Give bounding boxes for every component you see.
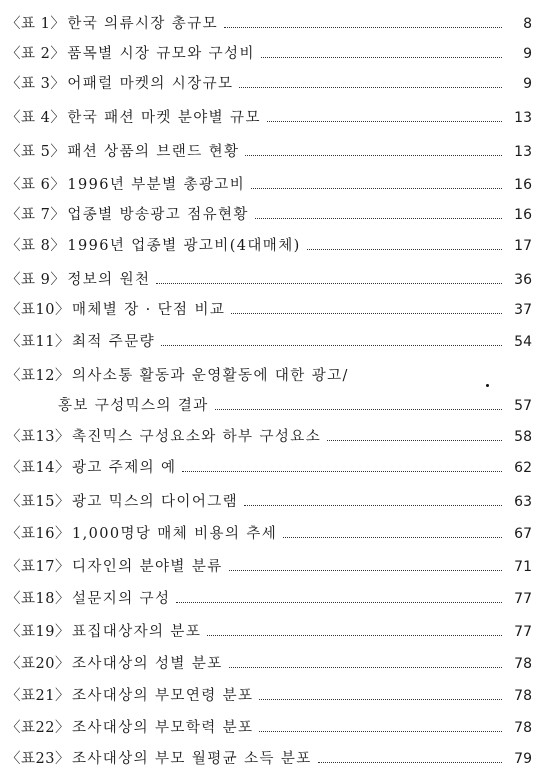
dot-leader bbox=[161, 345, 502, 346]
table-number: 〈표 2〉 bbox=[6, 46, 66, 62]
dot-leader bbox=[327, 440, 502, 441]
table-number: 〈표 1〉 bbox=[6, 16, 66, 32]
dot-leader bbox=[307, 249, 502, 250]
toc-entry bbox=[6, 363, 532, 389]
dot-leader bbox=[259, 699, 502, 700]
table-number: 〈표 9〉 bbox=[6, 272, 66, 288]
table-number: 〈표10〉 bbox=[6, 302, 70, 318]
table-number: 〈표20〉 bbox=[6, 656, 70, 672]
dot-leader bbox=[318, 762, 502, 763]
page-number: 54 bbox=[514, 334, 532, 350]
toc-entry bbox=[6, 683, 532, 709]
table-number: 〈표 7〉 bbox=[6, 207, 66, 223]
table-title: 설문지의 구성 bbox=[71, 591, 171, 607]
dot-leader bbox=[259, 731, 502, 732]
toc-entry bbox=[6, 11, 532, 37]
dot-leader bbox=[267, 121, 502, 122]
table-title: 광고 믹스의 다이어그램 bbox=[71, 494, 239, 510]
table-title: 업종별 방송광고 점유현황 bbox=[67, 207, 249, 223]
dot-leader bbox=[244, 505, 502, 506]
dot-leader bbox=[224, 27, 502, 28]
dot-leader bbox=[283, 537, 502, 538]
table-number: 〈표23〉 bbox=[6, 751, 70, 767]
toc-entry bbox=[6, 489, 532, 515]
page-number: 37 bbox=[514, 302, 532, 318]
toc-entry bbox=[6, 139, 532, 165]
toc-entry bbox=[6, 297, 532, 323]
dot-leader bbox=[176, 602, 502, 603]
dot-leader bbox=[239, 87, 502, 88]
table-number: 〈표 4〉 bbox=[6, 110, 66, 126]
table-title: 디자인의 분야별 분류 bbox=[71, 559, 223, 575]
dot-leader bbox=[231, 313, 502, 314]
table-number: 〈표22〉 bbox=[6, 720, 70, 736]
toc-entry bbox=[6, 41, 532, 67]
table-number: 〈표13〉 bbox=[6, 429, 70, 445]
dot-leader bbox=[215, 409, 502, 410]
dot-leader bbox=[255, 218, 502, 219]
table-title: 한국 패션 마켓 분야별 규모 bbox=[67, 110, 261, 126]
toc-entry bbox=[6, 619, 532, 645]
page-number: 67 bbox=[514, 526, 532, 542]
page-number: 63 bbox=[514, 494, 532, 510]
page-number: 16 bbox=[514, 207, 532, 223]
table-title: 광고 주제의 예 bbox=[71, 460, 177, 476]
table-number: 〈표14〉 bbox=[6, 460, 70, 476]
page-number: 13 bbox=[514, 144, 532, 160]
table-title: 촉진믹스 구성요소와 하부 구성요소 bbox=[71, 429, 322, 445]
toc-entry bbox=[6, 586, 532, 612]
page-number: 16 bbox=[514, 177, 532, 193]
table-number: 〈표11〉 bbox=[6, 334, 70, 350]
table-title: 조사대상의 부모 월평균 소득 분포 bbox=[71, 751, 312, 767]
table-number: 〈표 3〉 bbox=[6, 76, 66, 92]
page-number: 71 bbox=[514, 559, 532, 575]
toc-entry bbox=[6, 105, 532, 131]
toc-entry bbox=[6, 393, 532, 419]
page-number: 58 bbox=[514, 429, 532, 445]
table-number: 〈표19〉 bbox=[6, 624, 70, 640]
table-title: 1,000명당 매체 비용의 추세 bbox=[71, 526, 278, 542]
table-number: 〈표18〉 bbox=[6, 591, 70, 607]
table-title: 조사대상의 부모학력 분포 bbox=[71, 720, 254, 736]
toc-entry bbox=[6, 267, 532, 293]
table-number: 〈표17〉 bbox=[6, 559, 70, 575]
table-number: 〈표 6〉 bbox=[6, 177, 66, 193]
table-number: 〈표21〉 bbox=[6, 688, 70, 704]
page-number: 17 bbox=[514, 238, 532, 254]
table-title: 1996년 부분별 총광고비 bbox=[67, 177, 246, 193]
table-number: 〈표 8〉 bbox=[6, 238, 66, 254]
toc-entry bbox=[6, 455, 532, 481]
table-number: 〈표12〉 bbox=[6, 368, 70, 384]
dot-leader bbox=[229, 667, 502, 668]
toc-entry bbox=[6, 651, 532, 677]
table-number: 〈표16〉 bbox=[6, 526, 70, 542]
page-number: 62 bbox=[514, 460, 532, 476]
table-title: 정보의 원천 bbox=[67, 272, 151, 288]
table-title: 패션 상품의 브랜드 현황 bbox=[67, 144, 240, 160]
table-title: 조사대상의 성별 분포 bbox=[71, 656, 223, 672]
stray-dot-mark bbox=[486, 384, 489, 387]
toc-entry bbox=[6, 329, 532, 355]
toc-entry bbox=[6, 71, 532, 97]
toc-entry bbox=[6, 521, 532, 547]
page-number: 8 bbox=[523, 16, 532, 32]
table-title: 1996년 업종별 광고비(4대매체) bbox=[67, 238, 301, 254]
page-number: 36 bbox=[514, 272, 532, 288]
toc-entry bbox=[6, 424, 532, 450]
dot-leader bbox=[251, 188, 502, 189]
toc-entry bbox=[6, 715, 532, 741]
table-title: 조사대상의 부모연령 분포 bbox=[71, 688, 254, 704]
dot-leader bbox=[229, 570, 502, 571]
table-title: 어패럴 마켓의 시장규모 bbox=[67, 76, 234, 92]
toc-entry bbox=[6, 202, 532, 228]
toc-entry bbox=[6, 554, 532, 580]
dot-leader bbox=[182, 471, 502, 472]
toc-entry bbox=[6, 172, 532, 198]
table-title: 품목별 시장 규모와 구성비 bbox=[67, 46, 255, 62]
table-title: 한국 의류시장 총규모 bbox=[67, 16, 219, 32]
dot-leader bbox=[156, 283, 502, 284]
table-title: 표집대상자의 분포 bbox=[71, 624, 202, 640]
page-number: 78 bbox=[514, 688, 532, 704]
toc-entry bbox=[6, 233, 532, 259]
toc-entry bbox=[6, 746, 532, 772]
dot-leader bbox=[207, 635, 502, 636]
table-number: 〈표 5〉 bbox=[6, 144, 66, 160]
page-number: 57 bbox=[514, 398, 532, 414]
page-number: 77 bbox=[514, 624, 532, 640]
page-number: 77 bbox=[514, 591, 532, 607]
page-number: 13 bbox=[514, 110, 532, 126]
table-title: 홍보 구성믹스의 결과 bbox=[58, 398, 209, 414]
page-number: 9 bbox=[523, 46, 532, 62]
page-number: 9 bbox=[523, 76, 532, 92]
table-title: 의사소통 활동과 운영활동에 대한 광고/ bbox=[71, 368, 349, 384]
dot-leader bbox=[261, 57, 502, 58]
table-title: 최적 주문량 bbox=[71, 334, 156, 350]
page-number: 79 bbox=[514, 751, 532, 767]
table-title: 매체별 장 · 단점 비교 bbox=[71, 302, 226, 318]
page-number: 78 bbox=[514, 656, 532, 672]
page-number: 78 bbox=[514, 720, 532, 736]
dot-leader bbox=[245, 155, 502, 156]
table-number: 〈표15〉 bbox=[6, 494, 70, 510]
